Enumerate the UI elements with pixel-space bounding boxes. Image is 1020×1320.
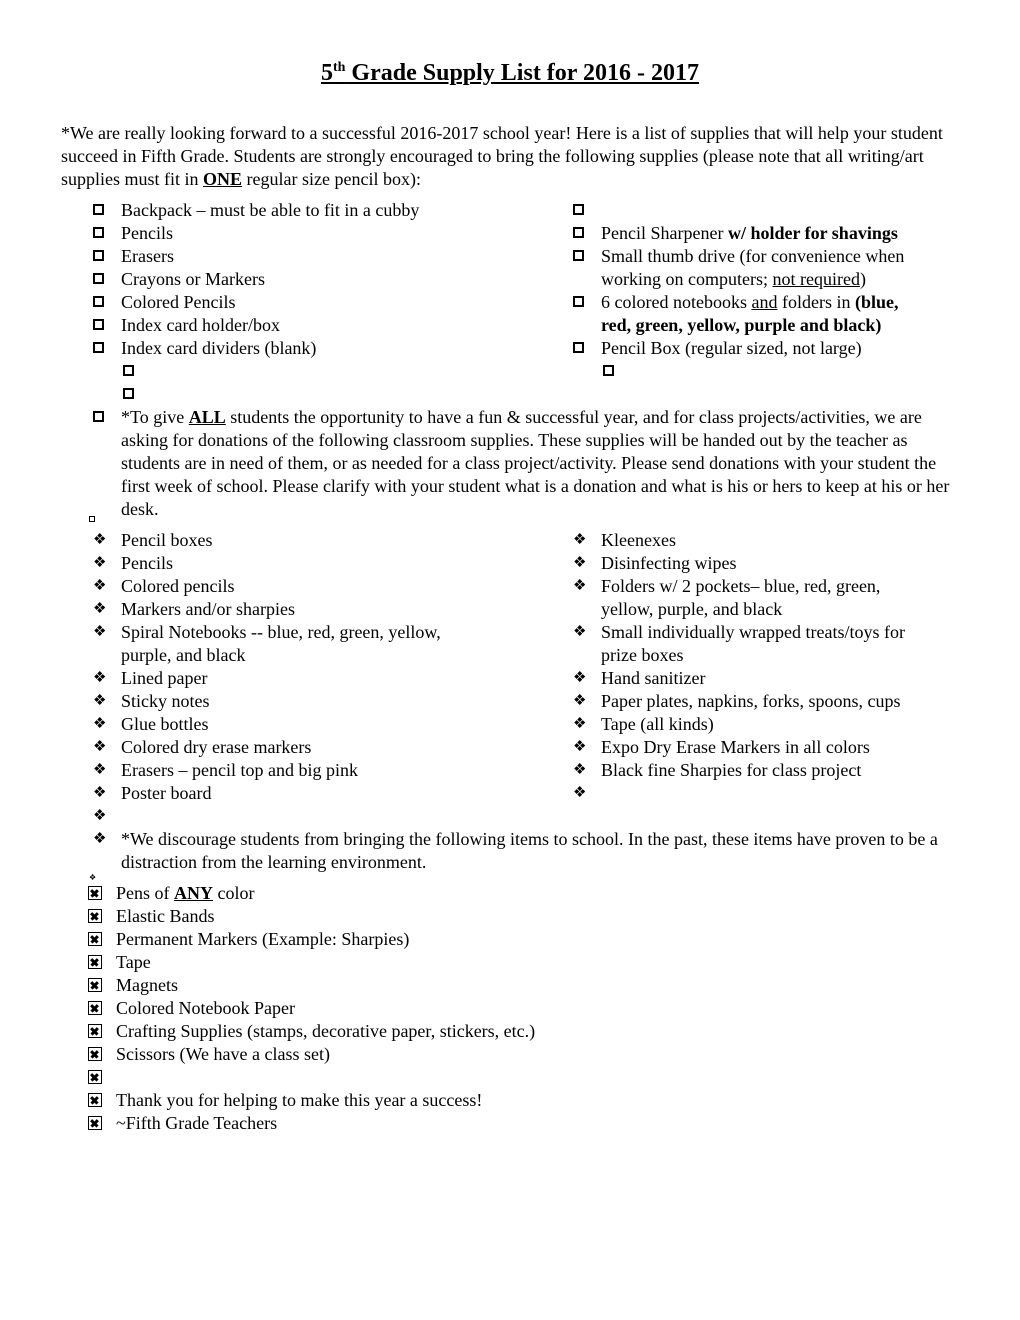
list-item-continued: prize boxes (601, 645, 684, 665)
checkbox-icon (93, 319, 104, 330)
x-box-icon (88, 1024, 102, 1038)
diamond-bullet-icon: ❖ (93, 739, 107, 755)
checkbox-icon (93, 411, 104, 422)
checkbox-icon (93, 273, 104, 284)
donations-bullet (93, 406, 113, 429)
checkbox-icon (89, 516, 95, 522)
spacer-bullet (89, 868, 101, 882)
list-item-continued: working on computers; not required) (601, 269, 866, 289)
checkbox-icon (93, 227, 104, 238)
x-box-icon (88, 955, 102, 969)
checkbox-icon (93, 250, 104, 261)
checkbox-icon (573, 296, 584, 307)
diamond-bullet-icon: ❖ (573, 532, 587, 548)
diamond-bullet-icon: ❖ (573, 693, 587, 709)
diamond-bullet-icon: ❖ (573, 578, 587, 594)
empty-list-item (603, 360, 623, 383)
empty-list-item (93, 805, 113, 828)
checkbox-icon (93, 296, 104, 307)
empty-list-item (88, 1066, 108, 1089)
checkbox-icon (93, 342, 104, 353)
checkbox-icon (573, 204, 584, 215)
diamond-bullet-icon: ❖ (93, 578, 107, 594)
list-item-continued: red, green, yellow, purple and black) (601, 315, 882, 335)
diamond-bullet-icon: ❖ (93, 624, 107, 640)
x-box-icon (88, 1070, 102, 1084)
checkbox-icon (573, 227, 584, 238)
list-item-continued: yellow, purple, and black (601, 599, 783, 619)
diamond-bullet-icon: ❖ (573, 624, 587, 640)
diamond-bullet-icon: ❖ (573, 555, 587, 571)
diamond-bullet-icon: ❖ (89, 873, 97, 882)
checkbox-icon (573, 342, 584, 353)
spacer-bullet (89, 514, 101, 526)
checkbox-icon (603, 365, 614, 376)
diamond-bullet-icon: ❖ (93, 555, 107, 571)
diamond-bullet-icon: ❖ (93, 601, 107, 617)
diamond-bullet-icon: ❖ (93, 785, 107, 801)
empty-list-item (573, 199, 593, 222)
x-box-icon (88, 909, 102, 923)
diamond-bullet-icon: ❖ (573, 762, 587, 778)
x-box-icon (88, 1116, 102, 1130)
x-box-icon (88, 978, 102, 992)
x-box-icon (88, 1047, 102, 1061)
discourage-intro: *We discourage students from bringing the following items to school. In the past, these items have proven to be a distraction from the learning environment. (121, 829, 938, 872)
list-item-continued: purple, and black (121, 645, 246, 665)
empty-list-item (123, 360, 143, 383)
x-box-icon (88, 1093, 102, 1107)
donations-intro: *To give ALL students the opportunity to have a fun & successful year, and for class projects/activities, we are asking for donations of the following classroom supplies. These supplies will be handed out by the teacher as students are in need of them, or as needed for a class project/activity. Please send donations with your student the first week of school. Please clarify with your student what is a donation and what is his or hers to keep at his or her desk. (121, 407, 950, 519)
diamond-bullet-icon: ❖ (573, 716, 587, 732)
diamond-bullet-icon: ❖ (93, 532, 107, 548)
diamond-bullet-icon: ❖ (573, 785, 587, 801)
diamond-bullet-icon: ❖ (93, 670, 107, 686)
empty-list-item (123, 383, 143, 406)
checkbox-icon (123, 365, 134, 376)
page-title: 5th Grade Supply List for 2016 - 2017 (320, 60, 700, 86)
diamond-bullet-icon: ❖ (93, 808, 107, 824)
discourage-bullet (93, 828, 113, 851)
diamond-bullet-icon: ❖ (93, 693, 107, 709)
diamond-bullet-icon: ❖ (93, 762, 107, 778)
checkbox-icon (573, 250, 584, 261)
diamond-bullet-icon: ❖ (93, 831, 107, 847)
intro-paragraph: *We are really looking forward to a successful 2016-2017 school year! Here is a list of supplies that will help your student succeed in Fifth Grade. Students are strongly encouraged to bring the following supplies (please note that all writing/art supplies must fit in ONE regular size pencil box): (61, 123, 943, 189)
empty-list-item (573, 782, 593, 805)
x-box-icon (88, 886, 102, 900)
checkbox-icon (93, 204, 104, 215)
diamond-bullet-icon: ❖ (573, 670, 587, 686)
checkbox-icon (123, 388, 134, 399)
diamond-bullet-icon: ❖ (573, 739, 587, 755)
diamond-bullet-icon: ❖ (93, 716, 107, 732)
x-box-icon (88, 1001, 102, 1015)
x-box-icon (88, 932, 102, 946)
